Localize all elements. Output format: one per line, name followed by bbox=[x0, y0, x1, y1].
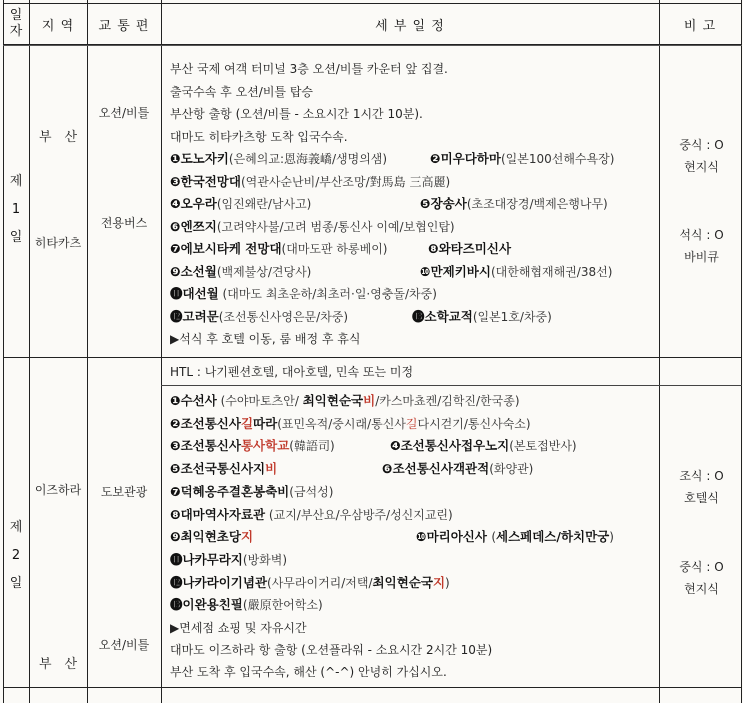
spot-entry bbox=[170, 530, 253, 544]
spot-name: 길 bbox=[405, 416, 418, 431]
day1-spot-row: ⓫대선월 (대마도 최초운하/최초러·일·영충돌/차중) bbox=[170, 286, 437, 301]
day2-closing-line: 부산 도착 후 입국수속, 해산 (^-^) 안녕히 가십시오. bbox=[170, 665, 447, 679]
day2-closing-line: ▶면세점 쇼핑 및 자유시간 bbox=[170, 621, 307, 635]
day2-spot-row bbox=[170, 594, 323, 617]
spot-entry bbox=[170, 394, 520, 408]
day1-spot-row: ❶도노자키(은혜의교:恩海義嶠/생명의샘) ❷미우다하마(일본100선해수욕장) bbox=[170, 151, 615, 166]
spot-note: (사무라이거리/저택/ bbox=[267, 575, 373, 590]
spot-name: ❷미우다하마 bbox=[430, 151, 501, 166]
spot-entry bbox=[416, 526, 614, 549]
spot-note: (교지/부산요/우삼방주/성신지교린) bbox=[265, 507, 453, 522]
day2-spot-row bbox=[170, 458, 534, 481]
day2-spot-row bbox=[170, 435, 577, 458]
spot-name: 따라 bbox=[253, 415, 278, 431]
day1-spot-row: ⓬고려문(조선통신사영은문/차중) ⓭소학교적(일본1호/차중) bbox=[170, 308, 552, 324]
spot-note: (수야마토츠안/ bbox=[216, 394, 303, 408]
day2-spot-row bbox=[170, 504, 453, 527]
spot-note: (방화벽) bbox=[242, 552, 288, 567]
day1-intro-line: 대마도 히타카츠항 도착 입국수속. bbox=[170, 129, 348, 144]
spot-name: ⓫나카무라지 bbox=[170, 551, 243, 567]
spot-note: (嚴原한어학소) bbox=[242, 598, 323, 613]
day2-spot-row bbox=[170, 481, 333, 504]
day2-spot-row bbox=[170, 413, 531, 436]
spot-name: ❶도노자키 bbox=[170, 151, 229, 166]
spot-name: ⓫대선월 bbox=[170, 286, 219, 301]
spot-entry bbox=[382, 458, 533, 481]
spot-note: (표민옥적/중시래/통신사 bbox=[277, 416, 406, 431]
spot-name: 통사학교 bbox=[240, 438, 290, 454]
spot-name: 길 bbox=[240, 415, 254, 431]
day1-region-2: 히타카츠 bbox=[34, 236, 82, 250]
spot-name: ❺장송사 bbox=[420, 196, 467, 211]
spot-name: 최익현순국 bbox=[372, 574, 433, 590]
day2-label: 제 2 일 bbox=[9, 520, 23, 591]
day1-spot-row: ❹오우라(임진왜란/남사고) ❺장송사(초조대장경/백제은행나무) bbox=[170, 196, 608, 211]
day2-spot-row bbox=[170, 572, 450, 595]
spot-entry bbox=[390, 435, 577, 458]
spot-name: ❹오우라 bbox=[170, 196, 217, 211]
day1-closing: ▶석식 후 호텔 이동, 룸 배정 후 휴식 bbox=[170, 332, 361, 346]
spot-note: (본토접반사) bbox=[509, 439, 577, 454]
spot-entry bbox=[170, 485, 333, 499]
day2-region-1: 이즈하라 bbox=[34, 483, 82, 497]
day2-spot-row bbox=[170, 526, 614, 549]
spot-name: ❿마리아신사 bbox=[416, 529, 492, 545]
spot-name: ❾최익현초당 bbox=[170, 529, 241, 545]
spot-name: 최익현순국 bbox=[302, 393, 364, 408]
header-remarks: 비 고 bbox=[683, 18, 717, 34]
header-region: 지 역 bbox=[41, 18, 75, 34]
day1-spot-row: ❸한국전망대(역관사순난비/부산조망/對馬島 三高麗) bbox=[170, 173, 451, 189]
header-day: 일 자 bbox=[9, 8, 23, 39]
spot-name: ❷조선통신사 bbox=[170, 415, 241, 431]
day1-remark-lunch: 중식 : O 현지식 bbox=[679, 138, 724, 174]
spot-name: ❼에보시타케 전망대 bbox=[170, 241, 282, 256]
day2-closing-line: 대마도 이즈하라 항 출항 (오션플라워 - 소요시간 2시간 10분) bbox=[170, 643, 493, 657]
spot-note: (금석성) bbox=[289, 484, 334, 499]
spot-name: ❸조선통신사 bbox=[170, 438, 241, 454]
day1-spot-row: ❼에보시타케 전망대(대마도판 하롱베이) ❽와타즈미신사 bbox=[170, 241, 512, 256]
spot-entry bbox=[170, 553, 287, 567]
day2-remark-lunch: 중식 : O 현지식 bbox=[679, 560, 724, 596]
spot-note: /카스마쵸켄/김학진/한국종) bbox=[375, 394, 520, 408]
spot-name: 지 bbox=[432, 574, 446, 590]
spot-note: (화양관) bbox=[489, 462, 534, 477]
spot-name: 비 bbox=[363, 393, 376, 408]
spot-name: ❿만제키바시 bbox=[420, 263, 491, 279]
spot-name: ❾소선월 bbox=[170, 263, 217, 279]
spot-name: ❶수선사 bbox=[170, 393, 217, 408]
spot-name: ❽대마역사자료관 bbox=[170, 506, 266, 522]
spot-name: ❽와타즈미신사 bbox=[428, 241, 512, 256]
day1-spot-row: ❾소선월(백제불상/견당사) ❿만제키바시(대한해협재해권/38선) bbox=[170, 263, 613, 279]
day2-spot-row bbox=[170, 549, 287, 572]
header-transport: 교 통 편 bbox=[98, 18, 150, 34]
spot-name: ❹조선통신사접우노지 bbox=[390, 438, 510, 454]
day1-intro-line: 부산항 출항 (오션/비틀 - 소요시간 1시간 10분). bbox=[170, 107, 423, 121]
spot-note: ) bbox=[609, 530, 614, 545]
spot-name: ⓭이완용친필 bbox=[170, 597, 243, 613]
spot-note: ( bbox=[491, 530, 496, 545]
spot-entry bbox=[170, 576, 450, 590]
spot-name: 비 bbox=[265, 461, 278, 477]
day2-remark-breakfast: 조식 : O 호텔식 bbox=[679, 469, 724, 505]
day1-intro-line: 출국수속 후 오션/비틀 탑승 bbox=[170, 84, 313, 99]
spot-entry bbox=[170, 462, 277, 476]
hotel-line: HTL : 나기펜션호텔, 대아호텔, 민속 또는 미정 bbox=[170, 365, 414, 379]
day2-region-2: 부 산 bbox=[38, 657, 78, 672]
day2-transport-2: 오션/비틀 bbox=[98, 638, 150, 652]
spot-note: (韓語司) bbox=[289, 439, 335, 454]
spot-note: 다시걷기/통신사숙소) bbox=[417, 416, 531, 431]
day1-transport-1: 오션/비틀 bbox=[98, 106, 150, 120]
spot-name: ❸한국전망대 bbox=[170, 173, 241, 189]
spot-name: ❻엔쯔지 bbox=[170, 218, 217, 234]
spot-name: 세스페데스/하치만궁 bbox=[496, 529, 610, 545]
day2-spot-row bbox=[170, 390, 520, 413]
day1-spot-row: ❻엔쯔지(고려약사불/고려 범종/통신사 이예/보협인탑) bbox=[170, 218, 455, 234]
spot-entry bbox=[170, 508, 453, 522]
spot-name: ❼덕혜옹주결혼봉축비 bbox=[170, 483, 290, 499]
day2-transport-1: 도보관광 bbox=[100, 485, 148, 499]
spot-entry bbox=[170, 598, 323, 612]
spot-note: ) bbox=[445, 575, 450, 590]
spot-name: 지 bbox=[240, 529, 254, 545]
day1-remark-dinner: 석식 : O 바비큐 bbox=[679, 228, 724, 264]
spot-name: ❺조선국통신사지 bbox=[170, 461, 266, 477]
spot-entry bbox=[170, 439, 335, 453]
day1-intro-line: 부산 국제 여객 터미널 3층 오션/비틀 카운터 앞 집결. bbox=[170, 62, 448, 76]
spot-name: ⓭소학교적 bbox=[412, 308, 473, 324]
spot-name: ⓬고려문 bbox=[170, 308, 219, 324]
header-detail: 세 부 일 정 bbox=[375, 18, 445, 34]
day1-transport-2: 전용버스 bbox=[100, 216, 148, 230]
day1-region-1: 부 산 bbox=[38, 130, 78, 145]
spot-entry bbox=[170, 417, 531, 431]
spot-name: ❻조선통신사객관적 bbox=[382, 461, 490, 477]
day1-label: 제 1 일 bbox=[9, 174, 23, 245]
spot-name: ⓬나카라이기념관 bbox=[170, 574, 268, 590]
